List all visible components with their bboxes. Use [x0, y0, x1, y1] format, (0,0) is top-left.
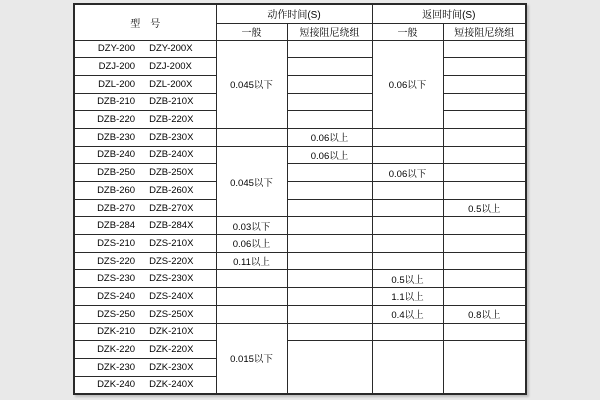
model-x-variant: DZK-220X: [149, 344, 194, 356]
model-cell: [74, 358, 216, 376]
action-general-cell: 0.045以下: [216, 40, 287, 128]
table-row: [74, 75, 526, 93]
return-damping-cell: [443, 58, 526, 76]
model-base: DZK-230: [97, 361, 136, 373]
model-cell: [74, 305, 216, 323]
header-action-damping: 短接阻尼绕组: [287, 23, 372, 40]
model-x-variant: DZB-250X: [149, 167, 194, 179]
model-base: DZB-260: [97, 184, 136, 196]
return-damping-cell: 0.5以上: [443, 199, 526, 217]
return-damping-cell: [443, 270, 526, 288]
model-cell: [74, 93, 216, 111]
return-damping-cell: [443, 75, 526, 93]
action-damping-cell: [287, 58, 372, 76]
table-row: [74, 146, 526, 164]
action-damping-cell: [287, 252, 372, 270]
return-general-cell: [372, 217, 443, 235]
table-row: [74, 128, 526, 146]
header-action-time: 动作时间(S): [216, 4, 372, 23]
action-general-cell: 0.11以上: [216, 252, 287, 270]
model-cell: [74, 75, 216, 93]
model-x-variant: DZS-210X: [149, 237, 194, 249]
model-x-variant: DZB-240X: [149, 149, 194, 161]
return-general-cell: 0.4以上: [372, 305, 443, 323]
model-x-variant: DZB-230X: [149, 131, 194, 143]
model-cell: [74, 252, 216, 270]
action-damping-cell: [287, 288, 372, 306]
return-general-cell: [372, 323, 443, 341]
model-base: DZK-220: [97, 344, 136, 356]
return-general-cell: [372, 182, 443, 200]
return-damping-cell: [443, 182, 526, 200]
table-row: [74, 93, 526, 111]
header-model: 型 号: [74, 4, 216, 40]
model-base: DZS-230: [97, 273, 136, 285]
header-return-general: 一般: [372, 23, 443, 40]
action-general-cell: 0.03以下: [216, 217, 287, 235]
table-row: [74, 111, 526, 129]
model-cell: [74, 182, 216, 200]
model-cell: [74, 199, 216, 217]
return-damping-cell: [443, 40, 526, 58]
action-general-cell: 0.015以下: [216, 323, 287, 394]
model-cell: [74, 323, 216, 341]
model-x-variant: DZB-270X: [149, 202, 194, 214]
action-damping-cell: [287, 323, 372, 341]
header-return-time: 返回时间(S): [372, 4, 526, 23]
action-damping-cell: [287, 75, 372, 93]
model-x-variant: DZK-210X: [149, 326, 194, 338]
header-action-general: 一般: [216, 23, 287, 40]
model-x-variant: DZB-220X: [149, 114, 194, 126]
model-x-variant: DZS-230X: [149, 273, 194, 285]
return-damping-cell: [443, 288, 526, 306]
model-base: DZS-210: [97, 237, 136, 249]
model-x-variant: DZS-250X: [149, 308, 194, 320]
header-return-damping: 短接阻尼绕组: [443, 23, 526, 40]
table-row: [74, 270, 526, 288]
table-row: [74, 40, 526, 58]
return-damping-cell: [443, 235, 526, 253]
return-general-cell: [372, 341, 443, 394]
return-general-cell: 1.1以上: [372, 288, 443, 306]
table-row: [74, 182, 526, 200]
action-general-cell: 0.06以上: [216, 235, 287, 253]
model-base: DZS-250: [97, 308, 136, 320]
table-row: [74, 252, 526, 270]
action-damping-cell: 0.06以上: [287, 146, 372, 164]
action-damping-cell: [287, 305, 372, 323]
model-base: DZK-240: [97, 379, 136, 391]
return-damping-cell: [443, 164, 526, 182]
action-damping-cell: [287, 164, 372, 182]
return-damping-cell: [443, 146, 526, 164]
return-damping-cell: [443, 128, 526, 146]
return-damping-cell: [443, 252, 526, 270]
model-base: DZB-240: [97, 149, 136, 161]
model-x-variant: DZS-240X: [149, 290, 194, 302]
model-cell: [74, 164, 216, 182]
model-x-variant: DZL-200X: [149, 78, 193, 90]
model-base: DZY-200: [97, 43, 136, 55]
model-base: DZL-200: [98, 78, 136, 90]
model-cell: [74, 341, 216, 359]
model-base: DZS-220: [97, 255, 136, 267]
action-general-cell: [216, 270, 287, 288]
model-cell: [74, 111, 216, 129]
model-cell: [74, 270, 216, 288]
model-x-variant: DZB-284X: [149, 220, 194, 232]
table-row: [74, 199, 526, 217]
action-general-cell: 0.045以下: [216, 146, 287, 217]
return-general-cell: [372, 252, 443, 270]
model-cell: [74, 58, 216, 76]
model-x-variant: DZS-220X: [149, 255, 194, 267]
return-general-cell: 0.06以下: [372, 164, 443, 182]
table-row: [74, 58, 526, 76]
model-cell: [74, 217, 216, 235]
action-general-cell: [216, 128, 287, 146]
return-damping-cell: [443, 111, 526, 129]
table-row: [74, 164, 526, 182]
model-base: DZB-210: [97, 96, 136, 108]
relay-time-spec-table: [73, 3, 527, 395]
action-damping-cell: [287, 40, 372, 58]
model-base: DZB-270: [97, 202, 136, 214]
model-x-variant: DZB-260X: [149, 184, 194, 196]
model-cell: [74, 376, 216, 394]
action-general-cell: [216, 288, 287, 306]
table-row: [74, 288, 526, 306]
model-cell: [74, 128, 216, 146]
model-cell: [74, 288, 216, 306]
return-damping-cell: [443, 93, 526, 111]
table-row: [74, 341, 526, 359]
model-cell: [74, 40, 216, 58]
action-damping-cell: [287, 93, 372, 111]
model-base: DZK-210: [97, 326, 136, 338]
table-row: [74, 305, 526, 323]
model-base: DZJ-200: [98, 61, 136, 73]
return-general-cell: 0.06以下: [372, 40, 443, 128]
return-damping-cell: [443, 323, 526, 341]
table-row: [74, 323, 526, 341]
action-damping-cell: 0.06以上: [287, 128, 372, 146]
return-general-cell: [372, 128, 443, 146]
return-general-cell: [372, 146, 443, 164]
return-damping-cell: 0.8以上: [443, 305, 526, 323]
model-base: DZB-284: [97, 220, 136, 232]
table-header: [74, 4, 526, 40]
model-x-variant: DZJ-200X: [149, 61, 192, 73]
table-row: [74, 217, 526, 235]
model-x-variant: DZK-240X: [149, 379, 194, 391]
return-general-cell: 0.5以上: [372, 270, 443, 288]
model-x-variant: DZY-200X: [149, 43, 193, 55]
table-body: [74, 40, 526, 394]
return-damping-cell: [443, 217, 526, 235]
return-general-cell: [372, 235, 443, 253]
action-general-cell: [216, 305, 287, 323]
model-base: DZB-250: [97, 167, 136, 179]
action-damping-cell: [287, 182, 372, 200]
action-damping-cell: [287, 235, 372, 253]
model-base: DZS-240: [97, 290, 136, 302]
action-damping-cell: [287, 217, 372, 235]
model-x-variant: DZB-210X: [149, 96, 194, 108]
model-cell: [74, 146, 216, 164]
return-damping-cell: [443, 341, 526, 394]
action-damping-cell: [287, 111, 372, 129]
action-damping-cell: [287, 270, 372, 288]
model-base: DZB-230: [97, 131, 136, 143]
return-general-cell: [372, 199, 443, 217]
model-cell: [74, 235, 216, 253]
action-damping-cell: [287, 341, 372, 394]
model-base: DZB-220: [97, 114, 136, 126]
model-x-variant: DZK-230X: [149, 361, 194, 373]
table-row: [74, 235, 526, 253]
action-damping-cell: [287, 199, 372, 217]
